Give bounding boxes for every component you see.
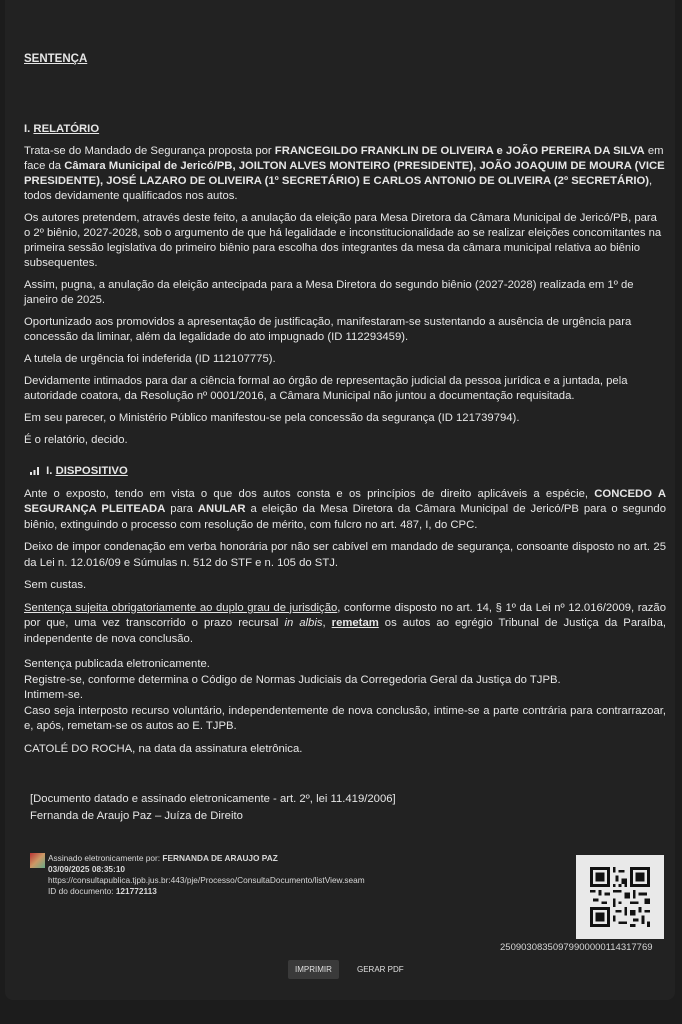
dispositivo-paragraph-2: Deixo de impor condenação em verba honorária por não ser cabível em mandado de segurança, consoante disposto no art. 25 da Lei n. 12.016/09 e Súmulas n. 512 do STF e n. 105 do STJ. — [24, 541, 666, 569]
relatorio-section — [24, 122, 666, 455]
signature-line-1: [Documento datado e assinado eletronicamente - art. 2º, lei 11.419/2006] — [30, 793, 396, 805]
signer-name: FERNANDA DE ARAUJO PAZ — [162, 853, 278, 863]
relatorio-paragraph-2: Os autores pretendem, através deste feito, a anulação da eleição para Mesa Diretora da Câmara Municipal de Jericó/PB, para o 2º biênio, 2027-2028, sob o argumento de que há legalidade e inconstitucionalidade ao se realizar eleições concomitantes na primeira sessão legislativa do primeiro biênio para escolha dos integrantes da mesa da câmara municipal relativa ao biênio subsequentes. — [24, 212, 662, 269]
electronic-signature-info: Assinado eletronicamente por: FERNANDA DE ARAUJO PAZ 03/09/2025 08:35:10 https://consultapublica.tjpb.jus.br:443/pje/Processo/ConsultaDocumento/listView.seam ID do documento: 121772113 — [30, 853, 365, 897]
dispositivo-paragraph-5: Sentença publicada eletronicamente. Registre-se, conforme determina o Código de Normas Judiciais da Corregedoria Geral da Justiça do TJPB. Intimem-se. Caso seja interposto recurso voluntário, independentemente de nova conclusão, intime-se a parte contrária para contrarrazoar, e, após, remetam-se os autos ao E. TJPB. — [24, 658, 666, 732]
relatorio-paragraph-6: Devidamente intimados para dar a ciência formal ao órgão de representação judicial da pessoa jurídica e a juntada, pela autoridade coatora, da Resolução nº 0001/2016, a Câmara Municipal não juntou a documentação requisitada. — [24, 375, 628, 402]
relatorio-paragraph-1: Trata-se do Mandado de Segurança proposta por FRANCEGILDO FRANKLIN DE OLIVEIRA e JOÃO PEREIRA DA SILVA em face da Câmara Municipal de Jericó/PB, JOILTON ALVES MONTEIRO (PRESIDENTE), JOÃO JOAQUIM DE MOURA (VICE PRESIDENTE), JOSÉ LAZARO DE OLIVEIRA (1º SECRETÁRIO) E CARLOS ANTONIO DE OLIVEIRA (2º SECRETÁRIO), todos devidamente qualificados nos autos. — [24, 145, 665, 202]
signal-bars-icon — [30, 466, 41, 475]
dispositivo-paragraph-4: Sentença sujeita obrigatoriamente ao duplo grau de jurisdição, conforme disposto no art. 14, § 1º da Lei nº 12.016/2009, razão por que, uma vez transcorrido o prazo recursal in albis, remetam os autos ao egrégio Tribunal de Justiça da Paraíba, independente de nova conclusão. — [24, 601, 666, 645]
qr-code — [576, 855, 664, 939]
dispositivo-paragraph-1: Ante o exposto, tendo em vista o que dos autos consta e os princípios de direito aplicáveis a espécie, CONCEDO A SEGURANÇA PLEITEADA para ANULAR a eleição da Mesa Diretora da Câmara Municipal de Jericó/PB para o segundo biênio, extinguindo o processo com resolução de mérito, com fulcro no art. 487, I, do CPC. — [24, 487, 666, 531]
document-title: SENTENÇA — [24, 53, 88, 65]
relatorio-paragraph-5: A tutela de urgência foi indeferida (ID 112107775). — [24, 353, 276, 365]
generate-pdf-button[interactable]: GERAR PDF — [357, 965, 404, 974]
relatorio-paragraph-7: Em seu parecer, o Ministério Público manifestou-se pela concessão da segurança (ID 121739794). — [24, 412, 520, 424]
dispositivo-heading: I. DISPOSITIVO — [30, 464, 666, 480]
relatorio-paragraph-8: É o relatório, decido. — [24, 434, 128, 446]
consultation-url[interactable]: https://consultapublica.tjpb.jus.br:443/pje/Processo/ConsultaDocumento/listView.seam — [48, 875, 365, 885]
dispositivo-paragraph-6: CATOLÉ DO ROCHA, na data da assinatura eletrônica. — [24, 742, 303, 755]
document-body-bottom — [24, 464, 666, 764]
signer-avatar — [30, 853, 45, 868]
qr-code-icon — [590, 867, 650, 927]
signature-block — [30, 791, 396, 825]
barcode-number: 25090308350979900000114317769 — [500, 942, 653, 953]
signature-datetime: 03/09/2025 08:35:10 — [48, 864, 126, 874]
document-id: 121772113 — [115, 886, 157, 896]
signature-line-2: Fernanda de Araujo Paz – Juíza de Direito — [30, 810, 243, 822]
relatorio-paragraph-3: Assim, pugna, a anulação da eleição antecipada para a Mesa Diretora do segundo biênio (2027-2028) realizada em 1º de janeiro de 2025. — [24, 279, 634, 306]
relatorio-paragraph-4: Oportunizado aos promovidos a apresentação de justificação, manifestaram-se sustentando a ausência de urgência para concessão da liminar, além da legalidade do ato impugnado (ID 112293459). — [24, 316, 632, 343]
print-button[interactable]: IMPRIMIR — [288, 960, 339, 979]
dispositivo-paragraph-3: Sem custas. — [24, 579, 87, 591]
relatorio-heading: I. RELATÓRIO — [24, 123, 100, 135]
